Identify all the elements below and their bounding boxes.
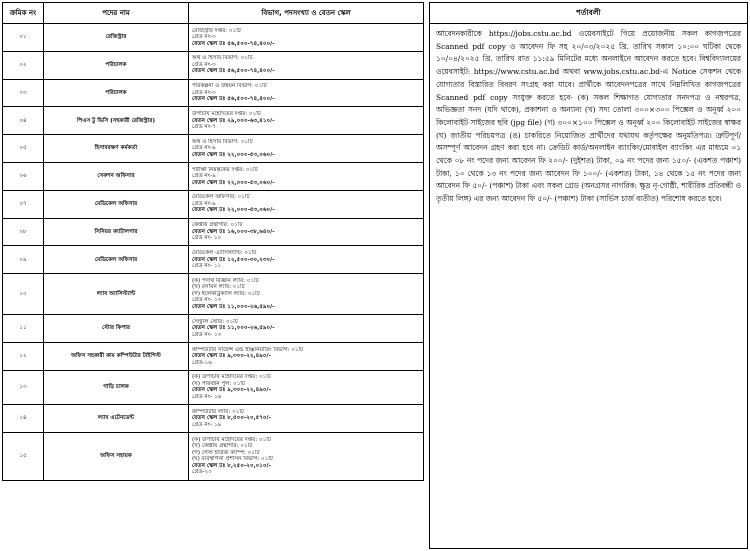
detail-line: গ্রেড নং-৯ [192, 200, 216, 207]
row-post-name: সিনিয়র ক্যাটালগার [44, 218, 189, 246]
row-post-name: ল্যাব অ্যাসিস্ট্যান্ট [44, 274, 189, 315]
detail-line: (গ) ইলেকট্রিক্যাল ল্যাব: ০১টি [192, 290, 260, 297]
row-serial: ০৫ [3, 135, 44, 163]
row-post-name: গাড়ি চালক [44, 370, 189, 404]
terms-title: শর্তাবলী [430, 3, 747, 24]
header-serial: ক্রমিক নং [3, 3, 44, 24]
row-serial: ০৯ [3, 246, 44, 274]
table-row [3, 405, 424, 433]
detail-line: গ্রেড নং- ১০ [192, 235, 222, 242]
row-post-name: মেডিকেল অফিসার [44, 190, 189, 218]
row-details [189, 274, 424, 315]
detail-line: গ্রেড নং-৩ [192, 89, 216, 96]
table-row [3, 190, 424, 218]
row-serial: ০৩ [3, 79, 44, 107]
posts-table-body [3, 24, 424, 481]
row-serial: ১১ [3, 315, 44, 343]
detail-line: রেজিস্ট্রার দপ্তর: ০১টি [192, 27, 241, 34]
detail-line: বেতন স্কেল টঃ ৫৬,৫০০-৭৪,৪০০/- [192, 40, 275, 47]
detail-line: গ্রেড নং- ১৩ [192, 297, 222, 304]
table-row [3, 246, 424, 274]
detail-line: উপাচার্য মহোদয়ের দপ্তর: ০১টি [192, 111, 261, 118]
row-serial: ০৮ [3, 218, 44, 246]
row-details [189, 246, 424, 274]
row-post-name: অফিস সহায়ক [44, 432, 189, 480]
row-serial: ০৬ [3, 162, 44, 190]
row-details [189, 405, 424, 433]
header-details: বিভাগ, পদসংখ্যা ও বেতন স্কেল [189, 3, 424, 24]
row-post-name: হিসাবরক্ষণ কর্মকর্তা [44, 135, 189, 163]
row-serial: ১০ [3, 274, 44, 315]
row-post-name: পিএস টু ভিসি (সহকারী রেজিস্ট্রার) [44, 107, 189, 135]
detail-line: বেতন স্কেল টঃ ৫৬,৫০০-৭৪,৪০০/- [192, 96, 275, 103]
table-row [3, 218, 424, 246]
table-header-row [3, 3, 424, 24]
detail-line: বেতন স্কেল টঃ ৯,৩০০-২২,৪৯০/- [192, 387, 271, 394]
detail-line: বেতন স্কেল টঃ ৮,৫০০-২০,৫৭০/- [192, 415, 271, 422]
detail-line: গ্রেড-২০ [192, 469, 212, 476]
row-post-name: সেকশন অফিসার [44, 162, 189, 190]
table-row [3, 79, 424, 107]
table-row [3, 162, 424, 190]
row-details [189, 342, 424, 370]
detail-line: গ্রেড নং- ১৬ [192, 393, 222, 400]
detail-line: বেতন স্কেল টঃ ১২,৫০০-৩০,২৩০/- [192, 256, 275, 263]
table-row [3, 274, 424, 315]
detail-line: (গ) গেস্ট হাউজ ক্যাম্প: ০১টি [192, 449, 260, 456]
detail-line: মেডিকেল অফিসার: ০১টি [192, 194, 250, 201]
row-post-name: পরিচালক [44, 51, 189, 79]
detail-line: পরিকল্পনা ও উন্নয়ন বিভাগ: ০১টি [192, 83, 267, 90]
detail-line: কম্পিউটার সায়েন্স এন্ড ইঞ্জিনিয়ারিং বিভাগ: ০১টি [192, 346, 304, 353]
terms-panel [429, 2, 748, 549]
row-details [189, 24, 424, 52]
table-row [3, 315, 424, 343]
row-serial: ০৪ [3, 107, 44, 135]
row-post-name: পরিচালক [44, 79, 189, 107]
row-post-name: অফিস সহকারী কাম কম্পিউটার টাইপিস্ট [44, 342, 189, 370]
detail-line: বেতন স্কেল টঃ ১১,০০০-২৬,৫৯০/- [192, 325, 275, 332]
table-row [3, 24, 424, 52]
detail-line: গ্রেড নং- ১১ [192, 263, 222, 270]
detail-line: গ্রেড নং-৩ [192, 34, 216, 41]
terms-text: আবেদনকারীকে https://jobs.cstu.ac.bd ওয়েবসাইটে গিয়ে প্রয়োজনীয় সকল কাগজপত্রের Scanned pdf copy ও আবেদন ফি সহ ২০/০৩/২০২৫ খ্রি. তারিখ সকাল ১০:০০ ঘটিকা থেকে ১০/০৪/২০২৫ খ্রি. তারিখ রাত ১১:৫৯ মিনিটের মধ্যে অনলাইনে আবেদন করতে হবে। বিশ্ববিদ্যালয়ের ওয়েবসাইট: https://www.cstu.ac.bd অথবা www.jobs.cstu.ac.bd-এ Notice সেকশন থেকে যোগ্যতার বিস্তারিত বিবরণ সংগ্রহ করা যাবে। প্রার্থীকে আবেদনপত্রের সাথে নিম্নলিখিত কাগজপত্রের Scanned pdf copy সংযুক্ত করতে হবে- (ক) সকল শিক্ষাগত যোগ্যতার সনদপত্র ও নম্বরপত্র, অভিজ্ঞতা সনদ (যদি থাকে), প্রকাশনা ও অন্যান্য (খ) সদ্য তোলা ৩০০×৩০০ পিক্সেল ও অনূর্ধ্ব ২০০ কিলোবাইট সাইজের ছবি (jpg file) (গ) ৩০০×১০০ পিক্সেল ও অনূর্ধ্ব ২০০ কিলোবাইট সাইজের স্বাক্ষর (ঘ) জাতীয় পরিচয়পত্র (ঙ) চাকরিতে নিয়োজিত প্রার্থীদের যথাযথ কর্তৃপক্ষের অনুমতিপত্র। ত্রুটিপূর্ণ/অসম্পূর্ণ আবেদন গ্রহণ করা হবে না। ক্রেডিট কার্ড/অনলাইন ব্যাংকিং/মোবাইল ব্যাংকিং এর মাধ্যমে ০১ থেকে ০৮ নং পদের জন্য আবেদন ফি ২০০/- (দুইশত) টাকা, ০৯ নং পদের জন্য ১৫০/- (একশত পঞ্চাশ) টাকা, ১০ থেকে ১৩ নং পদের জন্য আবেদন ফি ১০০/- (একশত) টাকা, ১৪ থেকে ১৫ নং পদের জন্য আবেদন ফি ৫০/- (পঞ্চাশ) টাকা এবং সকল গ্রেড (অনগ্রসর নাগরিক: ক্ষুদ্র নৃ-গোষ্ঠী, শারীরিক প্রতিবন্ধী ও তৃতীয় লিঙ্গ) এর জন্য আবেদন ফি ৫০/- (পঞ্চাশ) টাকা (সার্ভিস চার্জ ব্যতীত) পরিশোধ করতে হবে। [436, 29, 741, 204]
posts-table [2, 2, 424, 481]
detail-line: বেতন স্কেল টঃ ৯,৩০০-২২,৪৯০/- [192, 353, 271, 360]
row-post-name: স্টোর কিপার [44, 315, 189, 343]
detail-line: গ্রেড নং- ১৯ [192, 421, 222, 428]
detail-line: বেতন স্কেল টঃ ২২,০০০-৫৩,০৬০/- [192, 179, 275, 186]
detail-line: অর্থ ও হিসাব বিভাগ: ০১টি [192, 138, 253, 145]
row-serial: ০২ [3, 51, 44, 79]
table-row [3, 370, 424, 404]
detail-line: বেতন স্কেল টঃ ১৬,০০০-৩৮,৬৪০/- [192, 228, 275, 235]
table-row [3, 135, 424, 163]
detail-line: (ক) পদার্থ বিজ্ঞান ল্যাব: ০১টি [192, 277, 259, 284]
detail-line: (ক) উপাচার্য মহোদয়ের দপ্তর: ০১টি [192, 374, 271, 381]
table-row [3, 432, 424, 480]
detail-line: বেতন স্কেল টঃ ২৯,০০০-৬৩,৪১০/- [192, 117, 275, 124]
recruitment-circular [2, 2, 748, 549]
row-details [189, 135, 424, 163]
table-row [3, 342, 424, 370]
detail-line: বেতন স্কেল টঃ ১১,০০০-২৬,৫৯০/- [192, 303, 275, 310]
detail-line: বেতন স্কেল টঃ ৮,২৫০-২০,০১০/- [192, 462, 271, 469]
detail-line: (ক) উপাচার্য মহোদয়ের দপ্তর: ০১টি [192, 436, 271, 443]
detail-line: গ্রেড নং-৯ [192, 173, 216, 180]
detail-line: গ্রেড নং-৯ [192, 145, 216, 152]
detail-line: মেডিকেল এ্যাসিস্ট্যান্ট: ০১টি [192, 250, 257, 257]
row-details [189, 315, 424, 343]
row-details [189, 370, 424, 404]
table-row [3, 51, 424, 79]
row-serial: ০৭ [3, 190, 44, 218]
row-serial: ১২ [3, 342, 44, 370]
detail-line: বেতন স্কেল টঃ ৫৬,৫০০-৭৪,৪০০/- [192, 68, 275, 75]
detail-line: (খ) পরিবহন পুল: ০১টি [192, 380, 246, 387]
detail-line: (খ) রসায়ন ল্যাব: ০১টি [192, 284, 245, 291]
row-serial: ১৫ [3, 432, 44, 480]
row-details [189, 190, 424, 218]
row-serial: ১৩ [3, 370, 44, 404]
detail-line: কম্পিউটার ল্যাব: ০১টি [192, 408, 244, 415]
row-details [189, 218, 424, 246]
detail-line: (ঘ) ব্যবস্থাপনা প্রশাসন বিভাগ: ০১টি [192, 456, 273, 463]
detail-line: (খ) কেন্দ্রীয় গ্রন্থাগার: ০১টি [192, 443, 253, 450]
detail-line: অর্থ ও হিসাব বিভাগ: ০১টি [192, 55, 253, 62]
row-serial: ১৪ [3, 405, 44, 433]
table-row [3, 107, 424, 135]
detail-line: গ্রেড নং-৭ [192, 124, 216, 131]
detail-line: গ্রেড নং-৩ [192, 61, 216, 68]
row-post-name: রেজিস্ট্রার [44, 24, 189, 52]
row-serial: ০১ [3, 24, 44, 52]
header-post: পদের নাম [44, 3, 189, 24]
row-details [189, 162, 424, 190]
detail-line: কেন্দ্রীয় গ্রন্থাগার: ০১টি [192, 222, 243, 229]
row-details [189, 51, 424, 79]
detail-line: পরীক্ষা নিয়ন্ত্রকের দপ্তর: ০১টি [192, 166, 258, 173]
detail-line: বেতন স্কেল টঃ ২২,০০০-৫৩,০৬০/- [192, 151, 275, 158]
row-post-name: ল্যাব এটেনডেন্ট [44, 405, 189, 433]
row-details [189, 79, 424, 107]
row-details [189, 107, 424, 135]
detail-line: বেতন স্কেল টঃ ২২,০০০-৫৩,০৬০/- [192, 207, 275, 214]
row-post-name: মেডিকেল অফিসার [44, 246, 189, 274]
detail-line: গ্রেড নং- ১৩ [192, 331, 222, 338]
row-details [189, 432, 424, 480]
detail-line: সেন্ট্রাল স্টোর: ০১টি [192, 318, 238, 325]
detail-line: গ্রেড-১৬ [192, 359, 212, 366]
